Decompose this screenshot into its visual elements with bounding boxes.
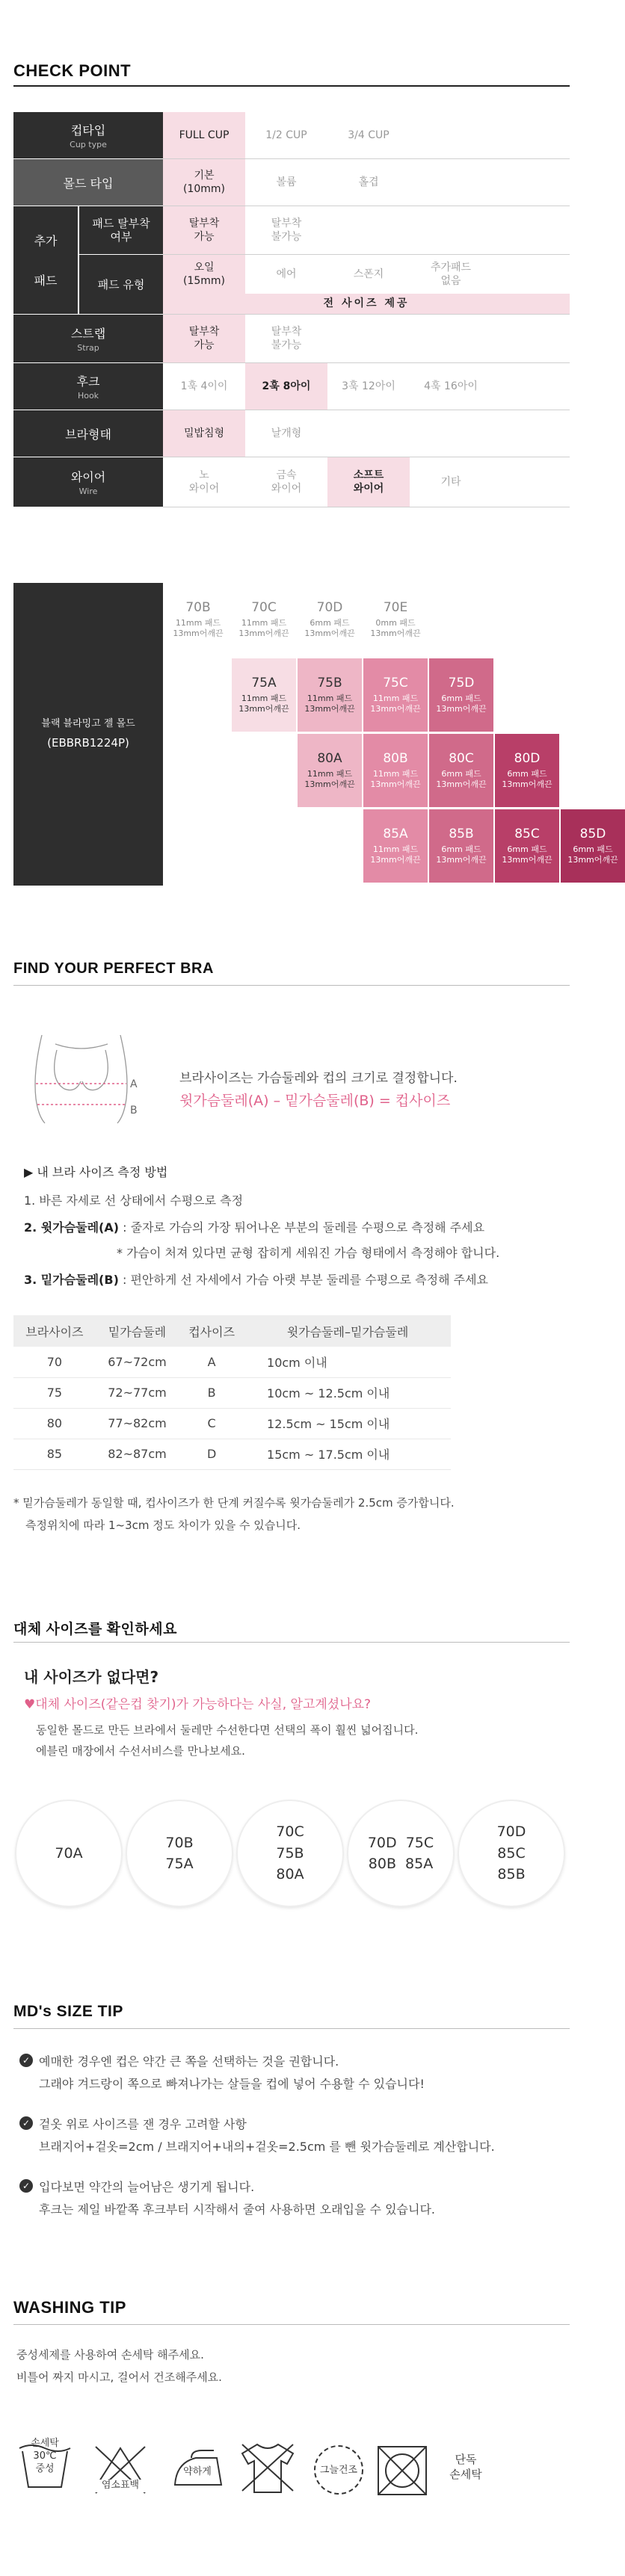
strap-removable-no: 탈부착 불가능 bbox=[271, 325, 302, 351]
size-pad-info: 11mm 패드 13mm어깨끈 bbox=[304, 768, 355, 789]
product-name: 블랙 블라밍고 젤 몰드 bbox=[41, 718, 135, 730]
pad-removable-no: 탈부착 불가능 bbox=[271, 217, 302, 243]
size-pad-info: 0mm 패드 13mm어깨끈 bbox=[370, 617, 421, 638]
size-pad-info: 6mm 패드 13mm어깨끈 bbox=[502, 768, 552, 789]
wire-label-en: Wire bbox=[78, 487, 98, 496]
size-pad-info: 6mm 패드 13mm어깨끈 bbox=[502, 844, 552, 865]
size-cell bbox=[495, 809, 559, 883]
table-header: 브라사이즈 bbox=[13, 1315, 96, 1347]
size-pad-info: 11mm 패드 13mm어깨끈 bbox=[370, 768, 421, 789]
table-header: 컵사이즈 bbox=[179, 1315, 244, 1347]
size-label: 70D bbox=[316, 599, 343, 615]
size-cell bbox=[166, 583, 230, 656]
mold-type-row bbox=[13, 159, 570, 206]
size-cell bbox=[298, 734, 362, 807]
washing-line-2: 비틀어 짜지 마시고, 걸어서 건조해주세요. bbox=[16, 2370, 222, 2384]
pad-type-sponge: 스폰지 bbox=[353, 268, 384, 280]
alt-size-circle: 70A bbox=[16, 1801, 121, 1906]
hook-option-2: 2훅 8아이 bbox=[245, 363, 327, 410]
hook-option-3: 3훅 12아이 bbox=[342, 380, 395, 392]
separate-wash-label: 단독 손세탁 bbox=[449, 2453, 482, 2481]
hand-wash-label: 손세탁 30℃ 중성 bbox=[31, 2438, 59, 2474]
diagram-label-b: B bbox=[130, 1105, 138, 1116]
cup-option-half: 1/2 CUP bbox=[265, 129, 307, 141]
size-cell bbox=[495, 734, 559, 807]
alt-size-circle: 70B 75A bbox=[127, 1801, 232, 1906]
check-icon: ✓ bbox=[19, 2179, 33, 2193]
alt-size-desc-2: 에블린 매장에서 수선서비스를 만나보세요. bbox=[36, 1744, 245, 1758]
alt-size-highlight: ♥대체 사이즈(같은컵 찾기)가 가능하다는 사실, 알고계셨나요? bbox=[24, 1697, 372, 1712]
size-cell bbox=[429, 658, 493, 732]
method-step-2-text: : 줄자로 가슴의 가장 튀어나온 부분의 둘레를 수평으로 측정해 주세요 bbox=[119, 1220, 485, 1235]
alt-size-circle: 70C 75B 80A bbox=[238, 1801, 342, 1906]
find-bra-formula: 윗가슴둘레(A) – 밑가슴둘레(B) = 컵사이즈 bbox=[179, 1093, 451, 1109]
size-cell bbox=[232, 658, 296, 732]
table-cell: 10cm ~ 12.5cm 이내 bbox=[244, 1377, 451, 1408]
cup-type-label: 컵타입 bbox=[70, 123, 106, 138]
size-cell bbox=[298, 583, 362, 656]
pad-type-air: 에어 bbox=[276, 268, 297, 280]
size-label: 85C bbox=[514, 826, 540, 841]
method-step-2-note: * 가슴이 처져 있다면 균형 잡히게 세워진 가슴 형태에서 측정해야 합니다. bbox=[117, 1246, 500, 1260]
strap-row bbox=[13, 315, 570, 362]
table-row bbox=[13, 1347, 451, 1377]
tip-2-line-1: 겉옷 위로 사이즈를 잰 경우 고려할 사항 bbox=[39, 2117, 247, 2131]
size-pad-info: 6mm 패드 13mm어깨끈 bbox=[436, 768, 487, 789]
extra-pad-header bbox=[13, 206, 78, 314]
size-pad-info: 11mm 패드 13mm어깨끈 bbox=[370, 693, 421, 714]
cup-type-row bbox=[13, 112, 570, 158]
footnote-2: 측정위치에 따라 1~3cm 정도 차이가 있을 수 있습니다. bbox=[25, 1519, 301, 1532]
method-step-1: 1. 바른 자세로 선 상태에서 수평으로 측정 bbox=[24, 1193, 244, 1208]
size-pad-info: 6mm 패드 13mm어깨끈 bbox=[304, 617, 355, 638]
cup-type-label-en: Cup type bbox=[70, 140, 107, 149]
washing-title: WASHING TIP bbox=[13, 2298, 126, 2317]
md-tip-title: MD's SIZE TIP bbox=[13, 2003, 123, 2020]
check-point-title: CHECK POINT bbox=[13, 61, 132, 80]
tip-1-line-1: 예매한 경우엔 컵은 약간 큰 쪽을 선택하는 것을 권합니다. bbox=[39, 2054, 339, 2069]
wire-header bbox=[13, 457, 163, 507]
size-pad-info: 11mm 패드 13mm어깨끈 bbox=[304, 693, 355, 714]
size-label: 80D bbox=[514, 750, 541, 766]
table-cell: 85 bbox=[13, 1439, 96, 1469]
cup-option-three-quarter: 3/4 CUP bbox=[348, 129, 390, 141]
shade-dry-label: 그늘건조 bbox=[319, 2465, 358, 2476]
mold-option-basic: 기본 (10mm) bbox=[163, 159, 245, 206]
pad-removable-header: 패드 탈부착 여부 bbox=[79, 206, 163, 254]
washing-rule bbox=[13, 2324, 570, 2325]
find-bra-rule bbox=[13, 985, 570, 986]
bra-shape-row bbox=[13, 410, 570, 457]
cup-option-full: FULL CUP bbox=[163, 112, 245, 158]
method-step-3 bbox=[24, 1270, 488, 1288]
table-cell: 67~72cm bbox=[96, 1347, 179, 1377]
size-cell bbox=[363, 734, 428, 807]
table-cell: 77~82cm bbox=[96, 1408, 179, 1439]
method-step-3-text: : 편안하게 선 자세에서 가슴 아랫 부분 둘레를 수평으로 측정해 주세요 bbox=[118, 1273, 488, 1287]
size-cell bbox=[363, 658, 428, 732]
tip-1-line-2: 그래야 겨드랑이 쪽으로 빠져나가는 살들을 컵에 넣어 수용할 수 있습니다! bbox=[39, 2077, 425, 2091]
pad-type-header: 패드 유형 bbox=[79, 255, 163, 314]
size-label: 80C bbox=[449, 750, 474, 766]
size-pad-info: 11mm 패드 13mm어깨끈 bbox=[173, 617, 224, 638]
size-grid-product bbox=[13, 583, 163, 886]
table-cell: D bbox=[179, 1439, 244, 1469]
mold-option-single: 홀겹 bbox=[358, 176, 379, 188]
size-pad-info: 6mm 패드 13mm어깨끈 bbox=[436, 844, 487, 865]
size-cell bbox=[363, 809, 428, 883]
tip-3-line-1: 입다보면 약간의 늘어남은 생기게 됩니다. bbox=[39, 2180, 255, 2194]
strap-header bbox=[13, 315, 163, 362]
diagram-label-a: A bbox=[130, 1078, 138, 1090]
table-cell: 75 bbox=[13, 1377, 96, 1408]
method-step-2 bbox=[24, 1218, 484, 1235]
wire-option-none: 노 와이어 bbox=[188, 469, 220, 495]
all-sizes-banner: 전 사이즈 제공 bbox=[163, 294, 570, 314]
table-header: 밑가슴둘레 bbox=[96, 1315, 179, 1347]
bleach-label: 염소표백 bbox=[91, 2480, 150, 2492]
size-label: 75A bbox=[251, 675, 277, 691]
check-icon: ✓ bbox=[19, 2054, 33, 2067]
table-cell: 72~77cm bbox=[96, 1377, 179, 1408]
pad-removable-yes: 탈부착 가능 bbox=[163, 206, 245, 254]
size-pad-info: 11mm 패드 13mm어깨끈 bbox=[238, 693, 289, 714]
iron-label: 약하게 bbox=[183, 2466, 212, 2477]
wire-label: 와이어 bbox=[70, 470, 106, 484]
size-label: 75B bbox=[317, 675, 342, 691]
size-pad-info: 11mm 패드 13mm어깨끈 bbox=[238, 617, 289, 638]
hook-label-en: Hook bbox=[77, 391, 99, 401]
alt-size-circle: 70D 75C 80B 85A bbox=[348, 1801, 453, 1906]
bra-shape-option-1: 밀밥침형 bbox=[163, 410, 245, 457]
find-bra-intro: 브라사이즈는 가슴둘레와 컵의 크기로 결정합니다. bbox=[179, 1071, 458, 1086]
size-label: 85D bbox=[579, 826, 606, 841]
size-pad-info: 11mm 패드 13mm어깨끈 bbox=[370, 844, 421, 865]
alt-size-desc-1: 동일한 몰드로 만든 브라에서 둘레만 수선한다면 선택의 폭이 훨씬 넓어집니다. bbox=[36, 1723, 419, 1737]
size-label: 80B bbox=[383, 750, 408, 766]
size-label: 75C bbox=[383, 675, 408, 691]
alt-size-circle: 70D 85C 85B bbox=[459, 1801, 564, 1906]
washing-line-1: 중성세제를 사용하여 손세탁 해주세요. bbox=[16, 2348, 204, 2362]
size-label: 80A bbox=[317, 750, 342, 766]
table-cell: 70 bbox=[13, 1347, 96, 1377]
size-cell bbox=[429, 809, 493, 883]
mold-type-header bbox=[13, 159, 163, 206]
alt-size-title: 대체 사이즈를 확인하세요 bbox=[13, 1622, 177, 1637]
size-label: 75D bbox=[448, 675, 475, 691]
table-cell: 10cm 이내 bbox=[244, 1347, 451, 1377]
tip-3-line-2: 후크는 제일 바깥쪽 후크부터 시작해서 줄여 사용하면 오래입을 수 있습니다. bbox=[39, 2202, 435, 2217]
table-row bbox=[13, 1439, 451, 1469]
method-step-3-lead: 3. 밑가슴둘레(B) bbox=[24, 1273, 119, 1287]
mold-option-volume: 볼륨 bbox=[276, 176, 297, 188]
md-tip-rule bbox=[13, 2028, 570, 2029]
pad-type-none: 추가패드 없음 bbox=[430, 261, 472, 287]
size-measure-table bbox=[13, 1315, 451, 1470]
size-label: 70C bbox=[251, 599, 277, 615]
table-cell: 12.5cm ~ 15cm 이내 bbox=[244, 1408, 451, 1439]
bra-shape-option-2: 날개형 bbox=[271, 427, 302, 439]
hook-header bbox=[13, 363, 163, 410]
wire-row bbox=[13, 457, 570, 507]
hook-label: 후크 bbox=[76, 374, 100, 389]
table-cell: B bbox=[179, 1377, 244, 1408]
alt-size-question: 내 사이즈가 없다면? bbox=[24, 1668, 159, 1686]
strap-label-en: Strap bbox=[77, 343, 99, 353]
size-label: 85A bbox=[383, 826, 408, 841]
shirt-icon bbox=[238, 2440, 298, 2495]
size-label: 70B bbox=[185, 599, 211, 615]
cup-type-header bbox=[13, 112, 163, 158]
no-tumble-dry-icon bbox=[372, 2441, 432, 2501]
extra-pad-label-2: 패드 bbox=[34, 274, 58, 288]
table-cell: 82~87cm bbox=[96, 1439, 179, 1469]
table-row bbox=[13, 1377, 451, 1408]
strap-label: 스트랩 bbox=[70, 327, 106, 341]
table-row bbox=[13, 1408, 451, 1439]
size-cell bbox=[429, 734, 493, 807]
bra-shape-header bbox=[13, 410, 163, 457]
size-cell bbox=[561, 809, 625, 883]
table-cell: C bbox=[179, 1408, 244, 1439]
size-pad-info: 6mm 패드 13mm어깨끈 bbox=[436, 693, 487, 714]
product-code: (EBBRB1224P) bbox=[47, 735, 129, 750]
wire-option-soft: 소프트 와이어 bbox=[327, 457, 410, 507]
size-label: 70E bbox=[383, 599, 408, 615]
size-cell bbox=[298, 658, 362, 732]
hook-option-4: 4훅 16아이 bbox=[424, 380, 478, 392]
find-bra-title: FIND YOUR PERFECT BRA bbox=[13, 960, 214, 977]
size-label: 85B bbox=[449, 826, 474, 841]
check-point-rule bbox=[13, 85, 570, 87]
tip-2-line-2: 브래지어+겉옷=2cm / 브래지어+내의+겉옷=2.5cm 를 뺀 윗가슴둘레로 계산합니다. bbox=[39, 2140, 495, 2154]
method-title: ▶ 내 브라 사이즈 측정 방법 bbox=[24, 1165, 168, 1179]
bra-shape-label: 브라형태 bbox=[65, 427, 111, 442]
wire-option-metal: 금속 와이어 bbox=[271, 469, 302, 495]
table-cell: 15cm ~ 17.5cm 이내 bbox=[244, 1439, 451, 1469]
table-cell: 80 bbox=[13, 1408, 96, 1439]
pad-type-oil: 오일 (15mm) bbox=[163, 255, 245, 294]
alt-size-rule bbox=[13, 1642, 570, 1643]
size-pad-info: 6mm 패드 13mm어깨끈 bbox=[567, 844, 618, 865]
footnote-1: * 밑가슴둘레가 동일할 때, 컵사이즈가 한 단계 커질수록 윗가슴둘레가 2.5cm 증가합니다. bbox=[13, 1496, 455, 1510]
table-cell: A bbox=[179, 1347, 244, 1377]
strap-removable-yes: 탈부착 가능 bbox=[163, 315, 245, 362]
table-header: 윗가슴둘레–밑가슴둘레 bbox=[244, 1315, 451, 1347]
check-icon: ✓ bbox=[19, 2116, 33, 2130]
size-cell bbox=[232, 583, 296, 656]
measure-diagram-icon bbox=[19, 1028, 139, 1132]
mold-type-label: 몰드 타입 bbox=[63, 176, 114, 191]
wire-option-other: 기타 bbox=[440, 475, 461, 488]
hook-option-1: 1훅 4이이 bbox=[180, 380, 228, 392]
size-cell bbox=[363, 583, 428, 656]
extra-pad-label-1: 추가 bbox=[34, 234, 58, 248]
hook-row bbox=[13, 363, 570, 410]
method-step-2-lead: 2. 윗가슴둘레(A) bbox=[24, 1220, 120, 1235]
